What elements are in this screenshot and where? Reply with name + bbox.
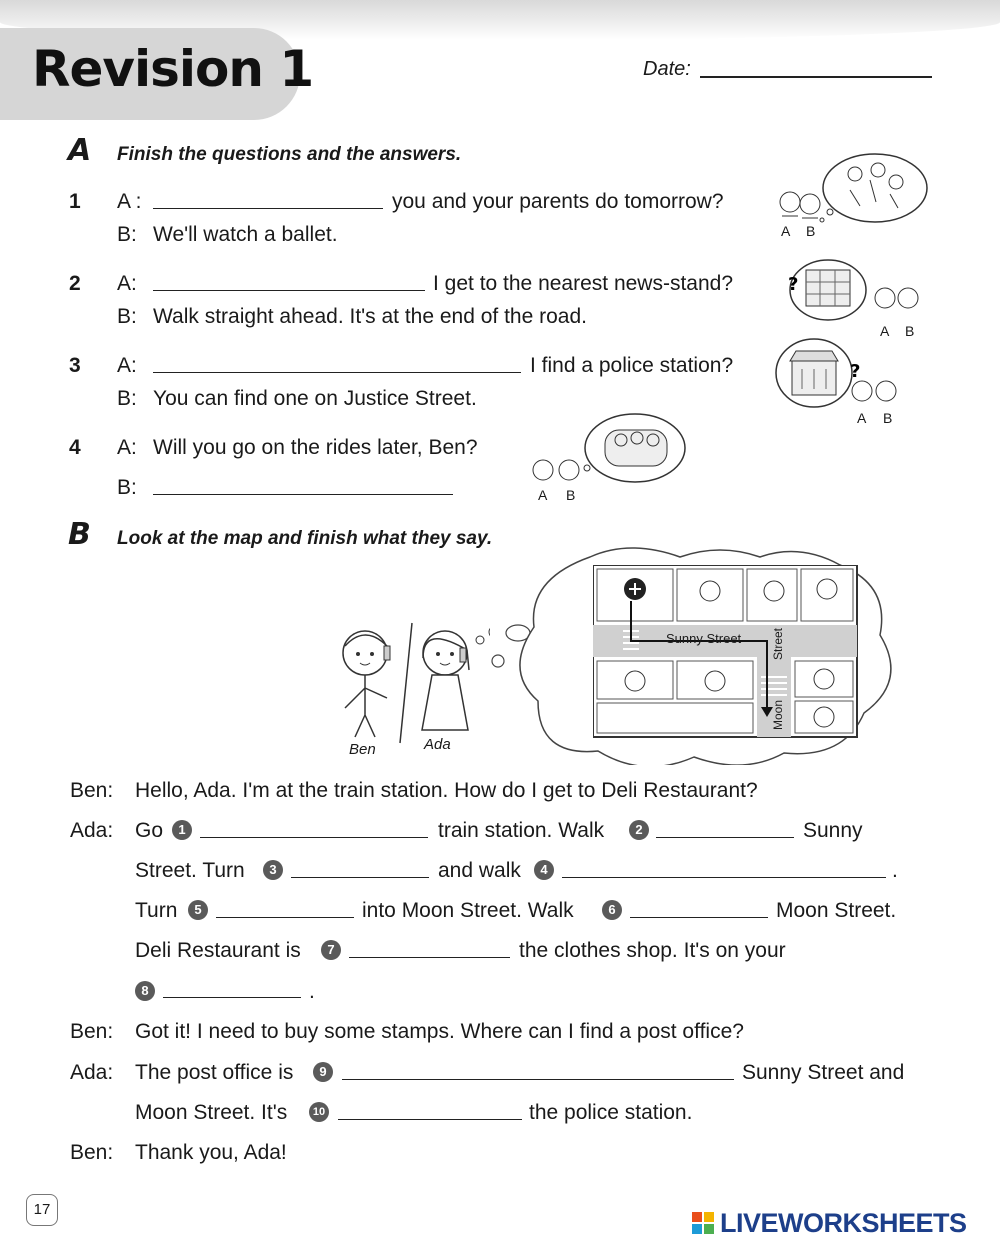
date-label: Date: <box>643 58 691 80</box>
marker-10: 10 <box>309 1102 329 1122</box>
question-1-number: 1 <box>69 190 81 213</box>
news-stand-thought-illustration <box>780 250 930 330</box>
question-3-b-label: B: <box>117 387 137 410</box>
map-moon-label: Moon <box>771 699 785 730</box>
question-1-a-text: you and your parents do tomorrow? <box>392 190 724 213</box>
ben-caption: Ben <box>349 741 376 758</box>
question-2-a-text: I get to the nearest news-stand? <box>433 272 734 295</box>
question-1-b-label: B: <box>117 223 137 246</box>
page-number: 17 <box>26 1194 58 1226</box>
marker-3: 3 <box>263 860 283 880</box>
ada-text-turn: Turn <box>135 899 178 922</box>
dialogue-speaker-ben-2: Ben: <box>70 1020 114 1043</box>
blank-6[interactable] <box>630 917 768 918</box>
ada-text-street-turn: Street. Turn <box>135 859 245 882</box>
marker-8: 8 <box>135 981 155 1001</box>
dialogue-ben-line-3: Thank you, Ada! <box>135 1141 287 1164</box>
liveworksheets-logo-icon <box>692 1212 716 1236</box>
ballet-thought-illustration <box>770 150 930 242</box>
ada-text-go: Go <box>135 819 164 842</box>
section-b-letter: B <box>68 517 91 552</box>
ada-text-and-walk: and walk <box>438 859 521 882</box>
q1-illus-a: A <box>781 223 791 239</box>
q4-illus-a: A <box>538 487 548 503</box>
question-3-number: 3 <box>69 354 81 377</box>
ada-text-clothes-shop: the clothes shop. It's on your <box>519 939 786 962</box>
police-station-thought-illustration <box>772 335 912 415</box>
map-sunny-street-label: Sunny Street <box>666 631 742 646</box>
ada-text-sunny-and: Sunny Street and <box>742 1061 905 1084</box>
question-2-a-label: A: <box>117 272 137 295</box>
marker-1: 1 <box>172 820 192 840</box>
marker-4: 4 <box>534 860 554 880</box>
rides-thought-illustration <box>525 412 690 492</box>
q2-answer-blank[interactable] <box>153 290 425 291</box>
brand-wordmark[interactable]: LIVEWORKSHEETS <box>720 1208 967 1238</box>
marker-9: 9 <box>313 1062 333 1082</box>
marker-2: 2 <box>629 820 649 840</box>
section-a-letter: A <box>68 133 92 168</box>
ada-caption: Ada <box>424 736 451 753</box>
q1-illus-b: B <box>806 223 816 239</box>
question-2-b-text: Walk straight ahead. It's at the end of the road. <box>153 305 587 328</box>
dialogue-speaker-ben-1: Ben: <box>70 779 114 802</box>
ben-and-ada-illustration <box>320 618 490 748</box>
q3-answer-blank[interactable] <box>153 372 521 373</box>
q4-answer-blank[interactable] <box>153 494 453 495</box>
page-title: Revision 1 <box>32 40 314 98</box>
q4-illus-b: B <box>566 487 576 503</box>
ada-text-deli: Deli Restaurant is <box>135 939 301 962</box>
dialogue-speaker-ada-1: Ada: <box>70 819 114 842</box>
marker-5: 5 <box>188 900 208 920</box>
dialogue-speaker-ada-2: Ada: <box>70 1061 114 1084</box>
street-map <box>593 565 863 745</box>
ada-text-post-office: The post office is <box>135 1061 294 1084</box>
marker-6: 6 <box>602 900 622 920</box>
question-4-a-label: A: <box>117 436 137 459</box>
question-3-a-label: A: <box>117 354 137 377</box>
q1-answer-blank[interactable] <box>153 208 383 209</box>
blank-5[interactable] <box>216 917 354 918</box>
blank-3[interactable] <box>291 877 429 878</box>
q3-illus-a: A <box>857 410 867 426</box>
dialogue-speaker-ben-3: Ben: <box>70 1141 114 1164</box>
svg-text:?: ? <box>788 274 799 295</box>
marker-7: 7 <box>321 940 341 960</box>
question-4-number: 4 <box>69 436 81 459</box>
question-3-b-text: You can find one on Justice Street. <box>153 387 477 410</box>
q3-illus-b: B <box>883 410 893 426</box>
question-3-a-text: I find a police station? <box>530 354 734 377</box>
section-b-instruction: Look at the map and finish what they say. <box>117 528 493 549</box>
question-2-b-label: B: <box>117 305 137 328</box>
blank-1[interactable] <box>200 837 428 838</box>
section-a-instruction: Finish the questions and the answers. <box>117 144 462 165</box>
blank-8[interactable] <box>163 997 301 998</box>
ada-text-moon-its: Moon Street. It's <box>135 1101 288 1124</box>
blank-7[interactable] <box>349 957 510 958</box>
svg-text:?: ? <box>850 361 861 382</box>
q2-illus-a: A <box>880 323 890 339</box>
ada-text-police-station: the police station. <box>529 1101 693 1124</box>
ada-text-period-1: . <box>892 859 898 882</box>
blank-9[interactable] <box>342 1079 734 1080</box>
blank-4[interactable] <box>562 877 886 878</box>
ada-text-train-station: train station. Walk <box>438 819 605 842</box>
dialogue-ben-line-2: Got it! I need to buy some stamps. Where can I find a post office? <box>135 1020 744 1043</box>
q2-illus-b: B <box>905 323 915 339</box>
question-4-a-text: Will you go on the rides later, Ben? <box>153 436 478 459</box>
date-input-line[interactable] <box>700 76 932 78</box>
map-street-label: Street <box>771 627 785 660</box>
question-1-b-text: We'll watch a ballet. <box>153 223 338 246</box>
ada-text-moon-street: Moon Street. <box>776 899 897 922</box>
blank-2[interactable] <box>656 837 794 838</box>
blank-10[interactable] <box>338 1119 522 1120</box>
question-2-number: 2 <box>69 272 81 295</box>
ada-text-sunny: Sunny <box>803 819 863 842</box>
dialogue-ben-line-1: Hello, Ada. I'm at the train station. How do I get to Deli Restaurant? <box>135 779 758 802</box>
ada-text-period-2: . <box>309 980 315 1003</box>
question-4-b-label: B: <box>117 476 137 499</box>
ada-text-into-moon: into Moon Street. Walk <box>362 899 574 922</box>
question-1-a-label: A : <box>117 190 142 213</box>
